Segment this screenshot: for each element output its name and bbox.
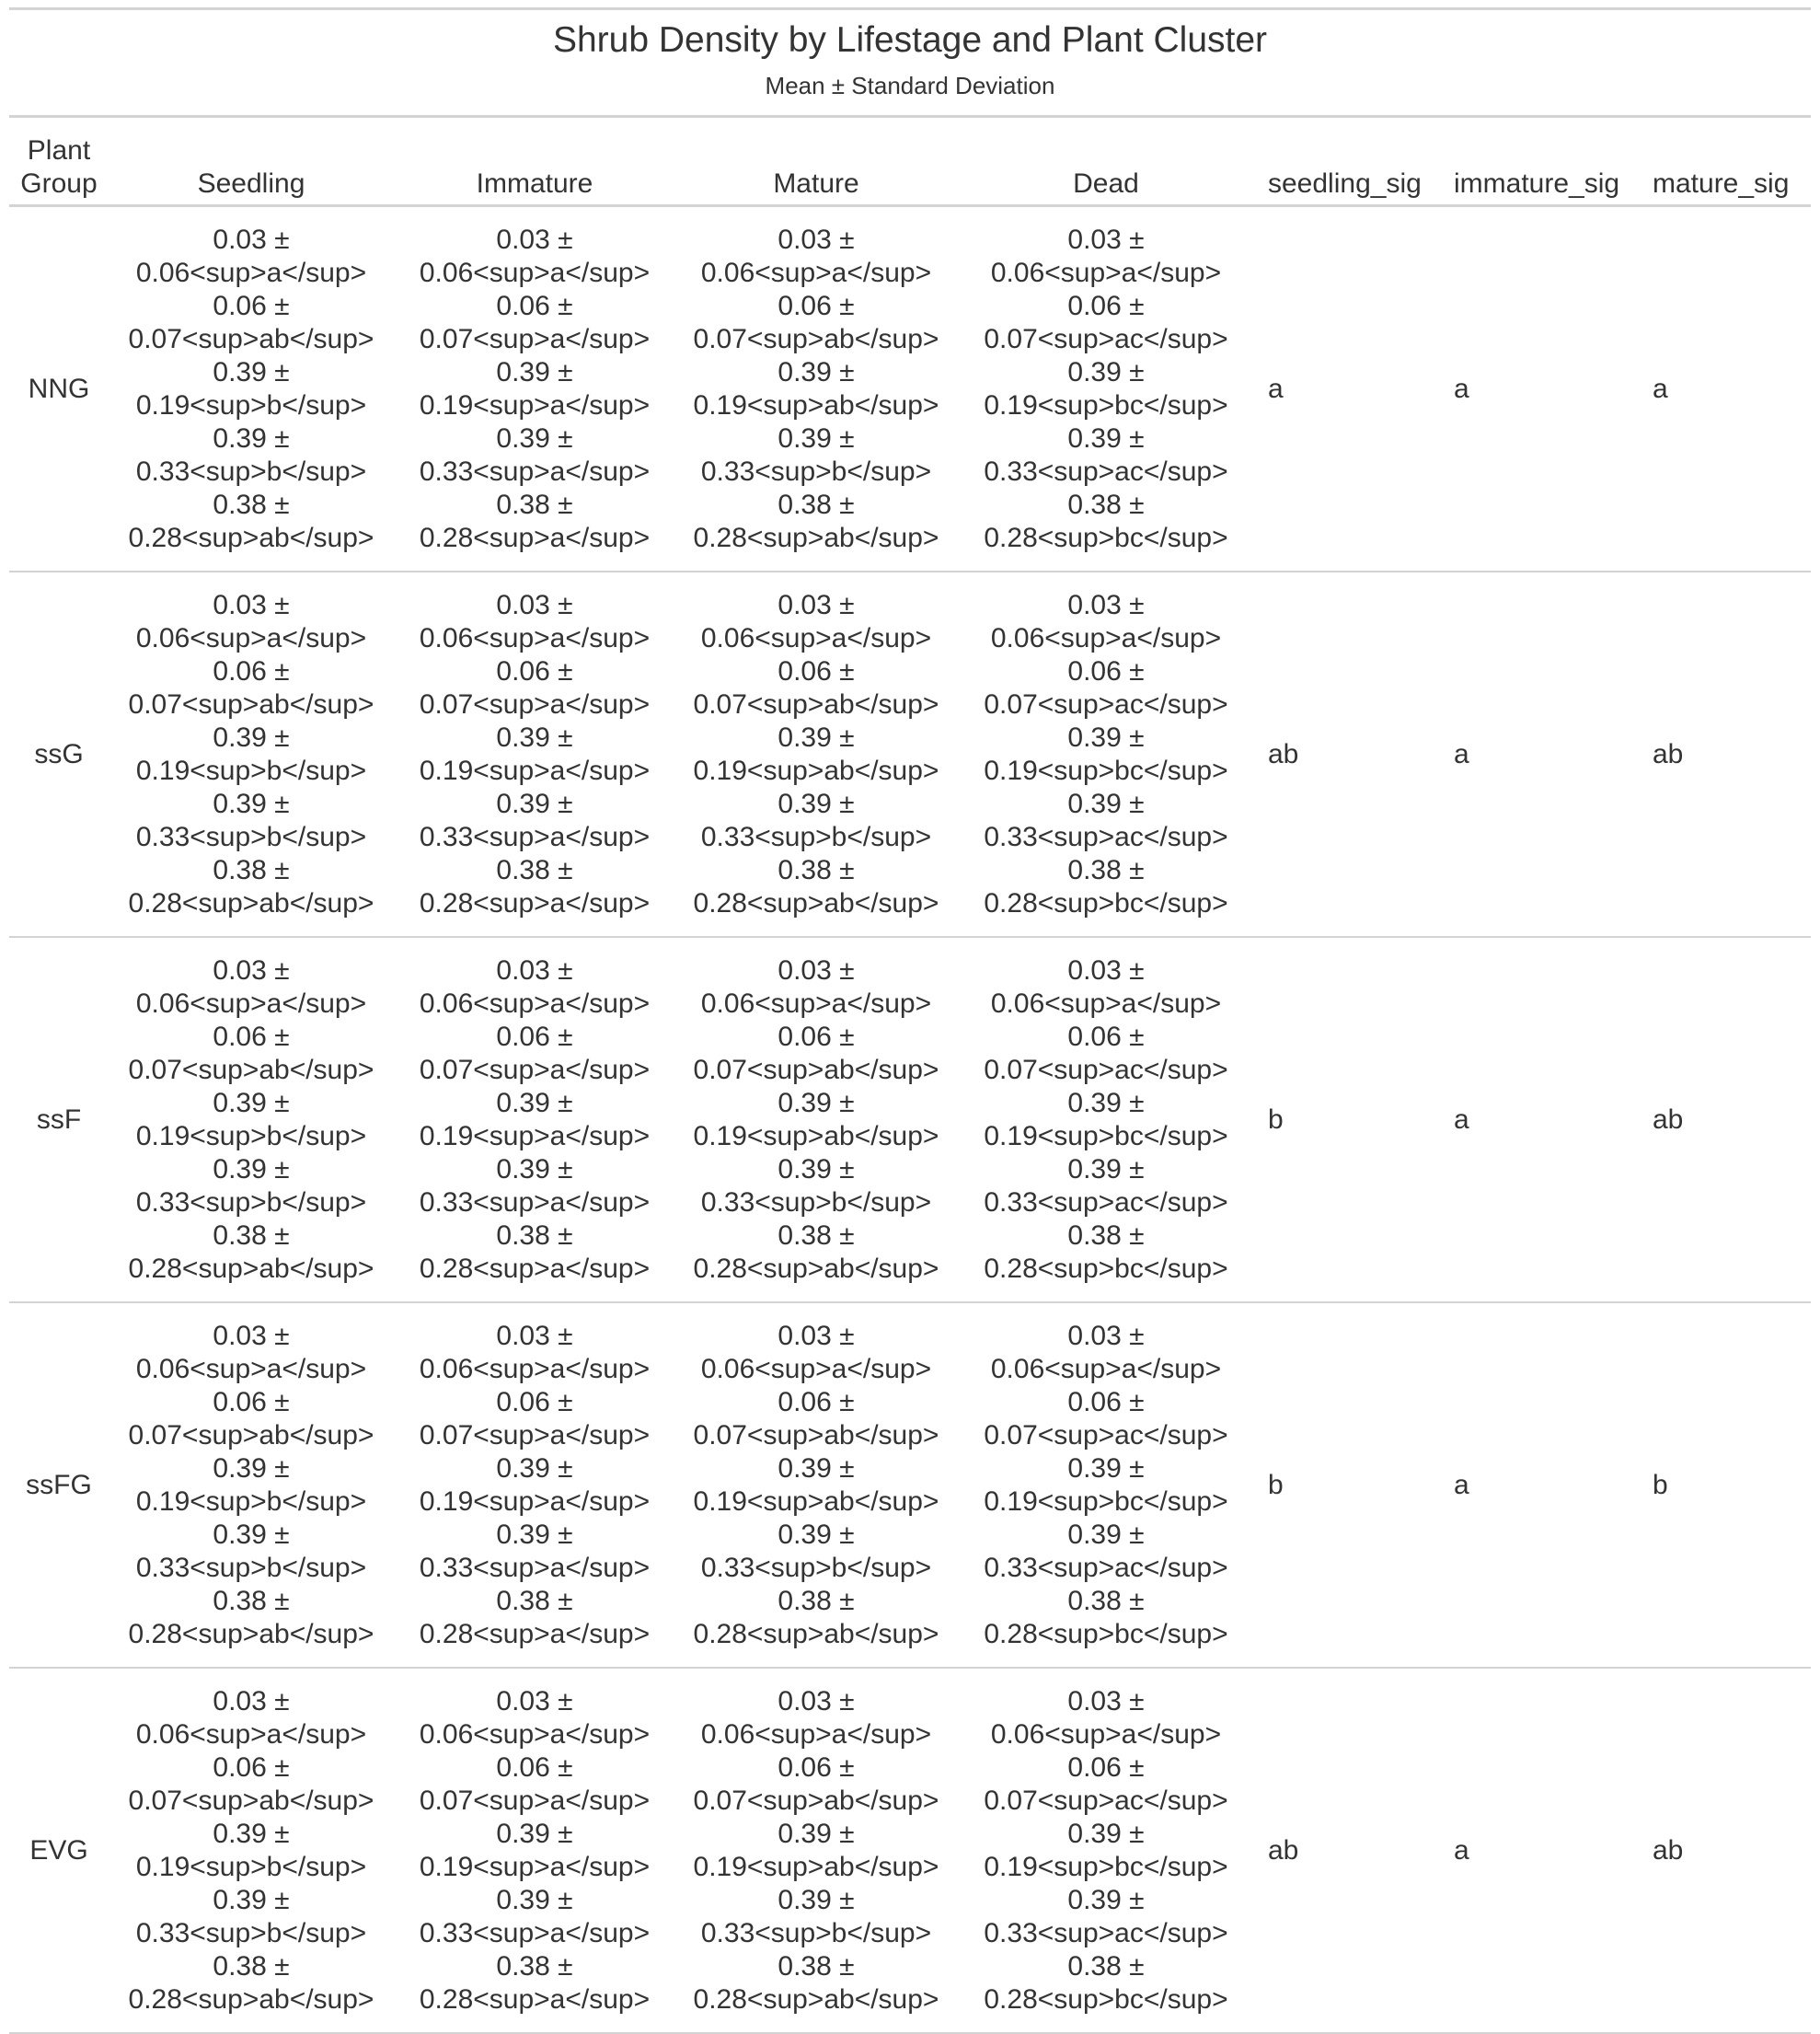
seedling-value: 0.06 ± 0.07<sup>ab</sup> xyxy=(128,655,374,720)
mature-value: 0.03 ± 0.06<sup>a</sup> xyxy=(700,224,932,288)
immature-value: 0.06 ± 0.07<sup>a</sup> xyxy=(419,655,651,720)
immature-value: 0.38 ± 0.28<sup>a</sup> xyxy=(419,489,651,553)
seedling-sig-cell: ab xyxy=(1268,738,1299,769)
mature-value: 0.06 ± 0.07<sup>ab</sup> xyxy=(693,1021,939,1085)
seedling-cell xyxy=(109,1669,394,2032)
seedling-value: 0.38 ± 0.28<sup>ab</sup> xyxy=(128,489,374,553)
mature-cell xyxy=(675,207,957,571)
seedling-value: 0.39 ± 0.19<sup>b</sup> xyxy=(135,1087,367,1151)
mature-value: 0.03 ± 0.06<sup>a</sup> xyxy=(700,954,932,1019)
dead-value: 0.39 ± 0.19<sup>bc</sup> xyxy=(984,1818,1228,1882)
immature-value: 0.38 ± 0.28<sup>a</sup> xyxy=(419,1950,651,2015)
mature-value: 0.06 ± 0.07<sup>ab</sup> xyxy=(693,655,939,720)
mature-value: 0.06 ± 0.07<sup>ab</sup> xyxy=(693,1751,939,1816)
seedling-cell xyxy=(109,938,394,1301)
seedling-value: 0.38 ± 0.28<sup>ab</sup> xyxy=(128,1219,374,1284)
table-row xyxy=(9,207,1811,572)
mature-sig-cell: a xyxy=(1653,373,1668,404)
immature-value: 0.39 ± 0.33<sup>a</sup> xyxy=(419,1153,651,1218)
dead-value: 0.39 ± 0.33<sup>ac</sup> xyxy=(984,788,1228,852)
seedling-value: 0.03 ± 0.06<sup>a</sup> xyxy=(135,224,367,288)
mature-value: 0.39 ± 0.19<sup>ab</sup> xyxy=(693,1452,939,1517)
immature-value: 0.06 ± 0.07<sup>a</sup> xyxy=(419,1751,651,1816)
immature-cell xyxy=(394,1669,675,2032)
seedling-value: 0.03 ± 0.06<sup>a</sup> xyxy=(135,954,367,1019)
dead-value: 0.03 ± 0.06<sup>a</sup> xyxy=(990,224,1222,288)
seedling-sig-cell: ab xyxy=(1268,1834,1299,1866)
dead-value: 0.06 ± 0.07<sup>ac</sup> xyxy=(984,290,1228,354)
seedling-value: 0.39 ± 0.19<sup>b</sup> xyxy=(135,1818,367,1882)
seedling-value: 0.38 ± 0.28<sup>ab</sup> xyxy=(128,1950,374,2015)
mature-sig-cell: ab xyxy=(1653,1104,1684,1135)
immature-sig-cell: a xyxy=(1454,1104,1469,1135)
immature-cell xyxy=(394,572,675,936)
immature-value: 0.06 ± 0.07<sup>a</sup> xyxy=(419,1021,651,1085)
dead-value: 0.06 ± 0.07<sup>ac</sup> xyxy=(984,655,1228,720)
seedling-cell xyxy=(109,207,394,571)
immature-value: 0.39 ± 0.33<sup>a</sup> xyxy=(419,422,651,487)
seedling-cell xyxy=(109,572,394,936)
immature-value: 0.03 ± 0.06<sup>a</sup> xyxy=(419,1320,651,1384)
header-immature-sig: immature_sig xyxy=(1454,168,1620,199)
mature-sig-cell: ab xyxy=(1653,738,1684,769)
table-row xyxy=(9,938,1811,1303)
mature-value: 0.06 ± 0.07<sup>ab</sup> xyxy=(693,1386,939,1450)
dead-value: 0.39 ± 0.33<sup>ac</sup> xyxy=(984,422,1228,487)
immature-value: 0.38 ± 0.28<sup>a</sup> xyxy=(419,1585,651,1649)
seedling-sig-cell: b xyxy=(1268,1104,1284,1135)
mature-cell xyxy=(675,1669,957,2032)
table-row xyxy=(9,572,1811,938)
plant-group-cell: ssFG xyxy=(26,1469,92,1500)
immature-sig-cell: a xyxy=(1454,373,1469,404)
mature-value: 0.39 ± 0.33<sup>b</sup> xyxy=(700,1884,932,1948)
header-seedling-sig: seedling_sig xyxy=(1268,168,1422,199)
plant-group-cell: NNG xyxy=(28,373,90,404)
plant-group-cell: ssF xyxy=(36,1104,82,1135)
mature-cell xyxy=(675,938,957,1301)
immature-sig-cell: a xyxy=(1454,1469,1469,1500)
plant-group-cell: EVG xyxy=(29,1834,88,1866)
seedling-value: 0.39 ± 0.33<sup>b</sup> xyxy=(135,1884,367,1948)
header-dead: Dead xyxy=(1073,168,1139,199)
mature-value: 0.38 ± 0.28<sup>ab</sup> xyxy=(693,1585,939,1649)
dead-value: 0.39 ± 0.19<sup>bc</sup> xyxy=(984,1087,1228,1151)
summary-table xyxy=(9,7,1811,2034)
immature-value: 0.39 ± 0.33<sup>a</sup> xyxy=(419,1519,651,1583)
seedling-sig-cell: a xyxy=(1268,373,1284,404)
seedling-sig-cell: b xyxy=(1268,1469,1284,1500)
seedling-value: 0.06 ± 0.07<sup>ab</sup> xyxy=(128,1386,374,1450)
column-header-row xyxy=(9,118,1811,207)
immature-value: 0.03 ± 0.06<sup>a</sup> xyxy=(419,589,651,653)
header-seedling: Seedling xyxy=(197,168,305,199)
seedling-value: 0.38 ± 0.28<sup>ab</sup> xyxy=(128,1585,374,1649)
table-subtitle: Mean ± Standard Deviation xyxy=(765,72,1055,99)
dead-value: 0.38 ± 0.28<sup>bc</sup> xyxy=(984,854,1228,919)
seedling-value: 0.39 ± 0.19<sup>b</sup> xyxy=(135,356,367,421)
immature-value: 0.06 ± 0.07<sup>a</sup> xyxy=(419,1386,651,1450)
dead-value: 0.06 ± 0.07<sup>ac</sup> xyxy=(984,1751,1228,1816)
immature-value: 0.39 ± 0.19<sup>a</sup> xyxy=(419,356,651,421)
mature-value: 0.39 ± 0.33<sup>b</sup> xyxy=(700,1153,932,1218)
dead-value: 0.38 ± 0.28<sup>bc</sup> xyxy=(984,1585,1228,1649)
dead-value: 0.39 ± 0.33<sup>ac</sup> xyxy=(984,1519,1228,1583)
header-mature: Mature xyxy=(773,168,859,199)
mature-sig-cell: ab xyxy=(1653,1834,1684,1866)
immature-value: 0.38 ± 0.28<sup>a</sup> xyxy=(419,1219,651,1284)
plant-group-cell: ssG xyxy=(34,738,84,769)
dead-cell xyxy=(957,938,1255,1301)
mature-value: 0.39 ± 0.19<sup>ab</sup> xyxy=(693,1818,939,1882)
dead-value: 0.03 ± 0.06<sup>a</sup> xyxy=(990,1685,1222,1750)
mature-cell xyxy=(675,572,957,936)
immature-cell xyxy=(394,1303,675,1667)
dead-cell xyxy=(957,1303,1255,1667)
mature-cell xyxy=(675,1303,957,1667)
immature-value: 0.03 ± 0.06<sup>a</sup> xyxy=(419,224,651,288)
immature-sig-cell: a xyxy=(1454,738,1469,769)
mature-value: 0.39 ± 0.33<sup>b</sup> xyxy=(700,422,932,487)
dead-value: 0.38 ± 0.28<sup>bc</sup> xyxy=(984,1219,1228,1284)
dead-value: 0.38 ± 0.28<sup>bc</sup> xyxy=(984,489,1228,553)
dead-value: 0.39 ± 0.33<sup>ac</sup> xyxy=(984,1884,1228,1948)
immature-value: 0.06 ± 0.07<sup>a</sup> xyxy=(419,290,651,354)
seedling-value: 0.03 ± 0.06<sup>a</sup> xyxy=(135,1320,367,1384)
immature-value: 0.39 ± 0.33<sup>a</sup> xyxy=(419,788,651,852)
dead-value: 0.03 ± 0.06<sup>a</sup> xyxy=(990,589,1222,653)
mature-value: 0.06 ± 0.07<sup>ab</sup> xyxy=(693,290,939,354)
dead-cell xyxy=(957,1669,1255,2032)
mature-value: 0.39 ± 0.33<sup>b</sup> xyxy=(700,1519,932,1583)
seedling-value: 0.39 ± 0.33<sup>b</sup> xyxy=(135,788,367,852)
immature-value: 0.39 ± 0.19<sup>a</sup> xyxy=(419,1452,651,1517)
mature-value: 0.03 ± 0.06<sup>a</sup> xyxy=(700,589,932,653)
immature-cell xyxy=(394,938,675,1301)
immature-cell xyxy=(394,207,675,571)
mature-value: 0.03 ± 0.06<sup>a</sup> xyxy=(700,1320,932,1384)
dead-value: 0.03 ± 0.06<sup>a</sup> xyxy=(990,954,1222,1019)
dead-value: 0.06 ± 0.07<sup>ac</sup> xyxy=(984,1386,1228,1450)
immature-value: 0.39 ± 0.19<sup>a</sup> xyxy=(419,1087,651,1151)
immature-value: 0.39 ± 0.19<sup>a</sup> xyxy=(419,1818,651,1882)
mature-value: 0.38 ± 0.28<sup>ab</sup> xyxy=(693,1219,939,1284)
mature-value: 0.39 ± 0.19<sup>ab</sup> xyxy=(693,356,939,421)
mature-value: 0.03 ± 0.06<sup>a</sup> xyxy=(700,1685,932,1750)
seedling-value: 0.39 ± 0.33<sup>b</sup> xyxy=(135,1519,367,1583)
seedling-value: 0.39 ± 0.33<sup>b</sup> xyxy=(135,1153,367,1218)
table-body xyxy=(9,207,1811,2034)
top-border xyxy=(9,7,1811,10)
mature-value: 0.39 ± 0.19<sup>ab</sup> xyxy=(693,1087,939,1151)
immature-value: 0.38 ± 0.28<sup>a</sup> xyxy=(419,854,651,919)
seedling-value: 0.39 ± 0.33<sup>b</sup> xyxy=(135,422,367,487)
header-plant-group: Plant Group xyxy=(20,135,98,199)
dead-cell xyxy=(957,572,1255,936)
dead-value: 0.03 ± 0.06<sup>a</sup> xyxy=(990,1320,1222,1384)
immature-value: 0.03 ± 0.06<sup>a</sup> xyxy=(419,1685,651,1750)
immature-sig-cell: a xyxy=(1454,1834,1469,1866)
table-title: Shrub Density by Lifestage and Plant Cluster xyxy=(552,20,1268,60)
immature-value: 0.39 ± 0.33<sup>a</sup> xyxy=(419,1884,651,1948)
table-row xyxy=(9,1669,1811,2034)
immature-value: 0.03 ± 0.06<sup>a</sup> xyxy=(419,954,651,1019)
seedling-value: 0.03 ± 0.06<sup>a</sup> xyxy=(135,1685,367,1750)
seedling-value: 0.06 ± 0.07<sup>ab</sup> xyxy=(128,290,374,354)
immature-value: 0.39 ± 0.19<sup>a</sup> xyxy=(419,722,651,786)
dead-value: 0.39 ± 0.33<sup>ac</sup> xyxy=(984,1153,1228,1218)
dead-cell xyxy=(957,207,1255,571)
dead-value: 0.06 ± 0.07<sup>ac</sup> xyxy=(984,1021,1228,1085)
mature-value: 0.38 ± 0.28<sup>ab</sup> xyxy=(693,489,939,553)
seedling-value: 0.39 ± 0.19<sup>b</sup> xyxy=(135,722,367,786)
dead-value: 0.38 ± 0.28<sup>bc</sup> xyxy=(984,1950,1228,2015)
mature-value: 0.38 ± 0.28<sup>ab</sup> xyxy=(693,854,939,919)
mature-value: 0.39 ± 0.19<sup>ab</sup> xyxy=(693,722,939,786)
seedling-value: 0.39 ± 0.19<sup>b</sup> xyxy=(135,1452,367,1517)
header-mature-sig: mature_sig xyxy=(1653,168,1790,199)
seedling-value: 0.03 ± 0.06<sup>a</sup> xyxy=(135,589,367,653)
header-immature: Immature xyxy=(476,168,593,199)
table-row xyxy=(9,1303,1811,1669)
seedling-cell xyxy=(109,1303,394,1667)
dead-value: 0.39 ± 0.19<sup>bc</sup> xyxy=(984,356,1228,421)
seedling-value: 0.06 ± 0.07<sup>ab</sup> xyxy=(128,1021,374,1085)
mature-sig-cell: b xyxy=(1653,1469,1668,1500)
mature-value: 0.38 ± 0.28<sup>ab</sup> xyxy=(693,1950,939,2015)
dead-value: 0.39 ± 0.19<sup>bc</sup> xyxy=(984,1452,1228,1517)
seedling-value: 0.06 ± 0.07<sup>ab</sup> xyxy=(128,1751,374,1816)
dead-value: 0.39 ± 0.19<sup>bc</sup> xyxy=(984,722,1228,786)
seedling-value: 0.38 ± 0.28<sup>ab</sup> xyxy=(128,854,374,919)
mature-value: 0.39 ± 0.33<sup>b</sup> xyxy=(700,788,932,852)
